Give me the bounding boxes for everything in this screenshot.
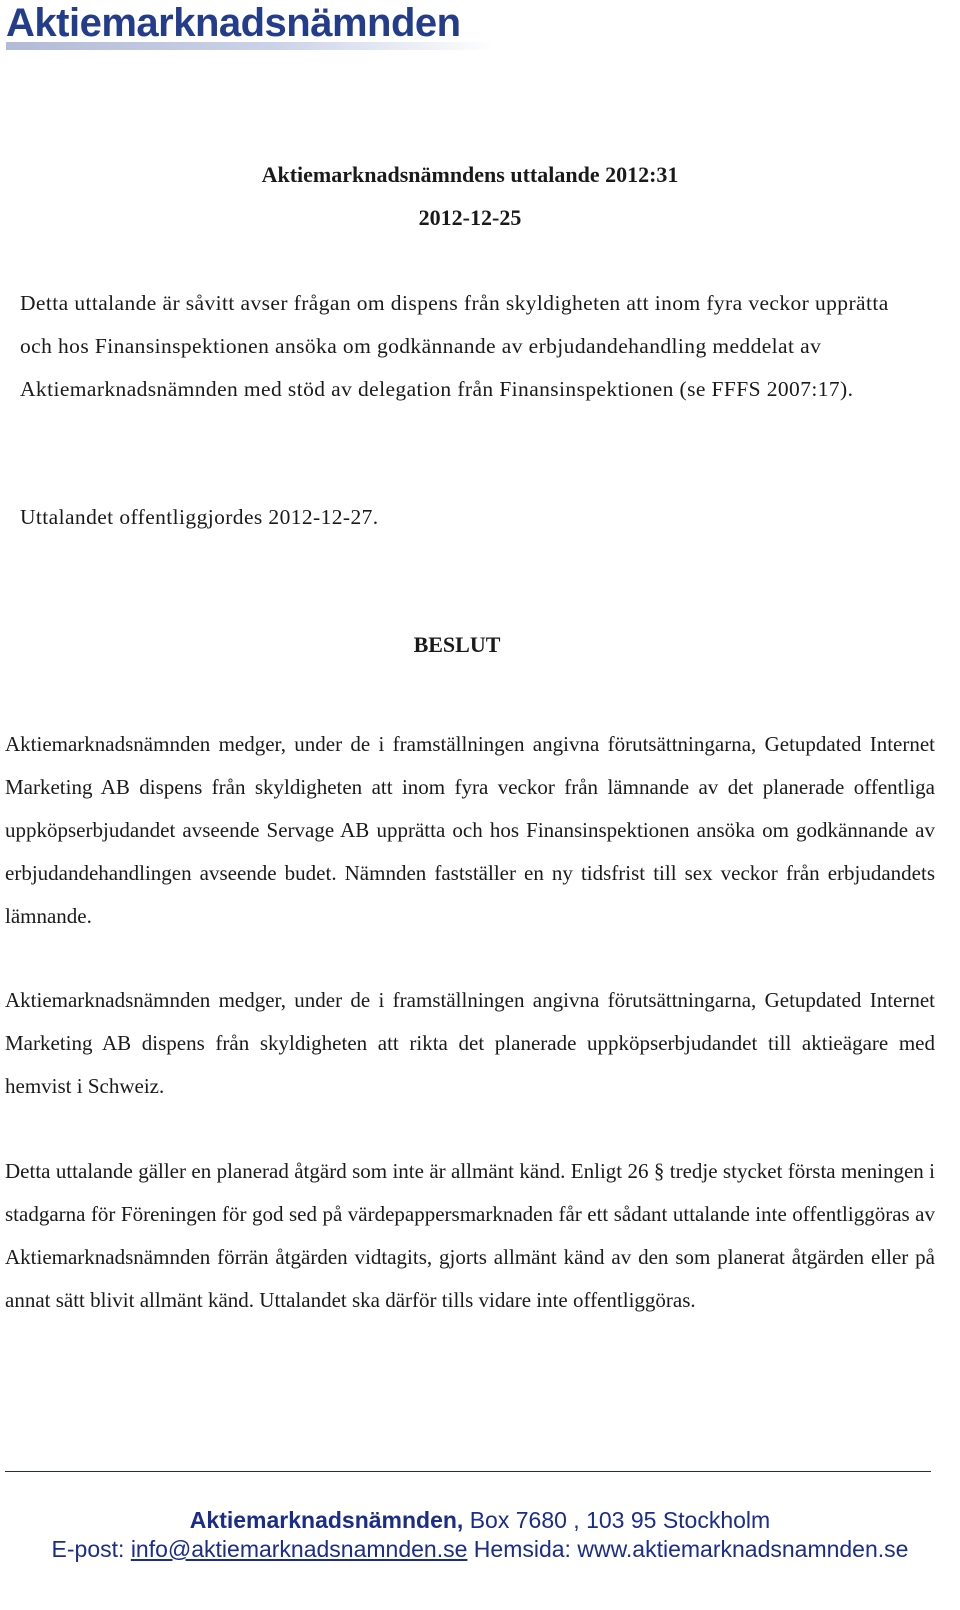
footer-divider — [5, 1471, 931, 1472]
published-note: Uttalandet offentliggjordes 2012-12-27. — [20, 505, 379, 529]
footer-web-label: Hemsida: — [473, 1536, 571, 1562]
decision-paragraph-2: Aktiemarknadsnämnden medger, under de i framställningen angivna förutsättningarna, Getupdated Internet Marketing AB dispens från skyldigheten att rikta det planerade uppköpserbjudandet till aktieägare med hemvist i Schweiz. — [5, 988, 935, 1098]
section-title: BESLUT — [413, 632, 501, 657]
decision-paragraph-1: Aktiemarknadsnämnden medger, under de i framställningen angivna förutsättningarna, Getupdated Internet Marketing AB dispens från skyldigheten att inom fyra veckor från lämnande av det planerade offentliga uppköpserbjudandet avseende Servage AB upprätta och hos Finansinspektionen ansöka om godkännande av erbjudandehandlingen avseende budet. Nämnden fastställer en ny tidsfrist till sex veckor från erbjudandets lämnande. — [5, 732, 935, 928]
footer-address-line — [0, 1506, 960, 1534]
footer-web-address: www.aktiemarknadsnamnden.se — [577, 1536, 909, 1562]
intro-paragraph: Detta uttalande är såvitt avser frågan om dispens från skyldigheten att inom fyra veckor upprätta och hos Finansinspektionen ansöka om godkännande av erbjudandehandling meddelat av Aktiemarknadsnämnden med stöd av delegation från Finansinspektionen (se FFFS 2007:17). — [20, 291, 889, 401]
logo-underline — [6, 42, 496, 50]
disclosure-paragraph: Detta uttalande gäller en planerad åtgärd som inte är allmänt känd. Enligt 26 § tredje stycket första meningen i stadgarna för Föreningen för god sed på värdepappersmarknaden får ett sådant uttalande inte offentliggöras av Aktiemarknadsnämnden förrän åtgärden vidtagits, gjorts allmänt känd av den som planerat åtgärden eller på annat sätt blivit allmänt känd. Uttalandet ska därför tills vidare inte offentliggöras. — [5, 1159, 935, 1312]
footer-email-label: E-post: — [51, 1536, 125, 1562]
footer-contact-line — [0, 1535, 960, 1563]
footer-address: Box 7680 , 103 95 Stockholm — [469, 1507, 771, 1533]
document-title: Aktiemarknadsnämndens uttalande 2012:31 — [261, 162, 679, 187]
footer-org-name: Aktiemarknadsnämnden, — [189, 1507, 464, 1533]
document-date: 2012-12-25 — [418, 205, 522, 230]
footer-email-link[interactable]: info@aktiemarknadsnamnden.se — [130, 1536, 468, 1562]
logo-wordmark: Aktiemarknadsnämnden — [6, 1, 461, 45]
